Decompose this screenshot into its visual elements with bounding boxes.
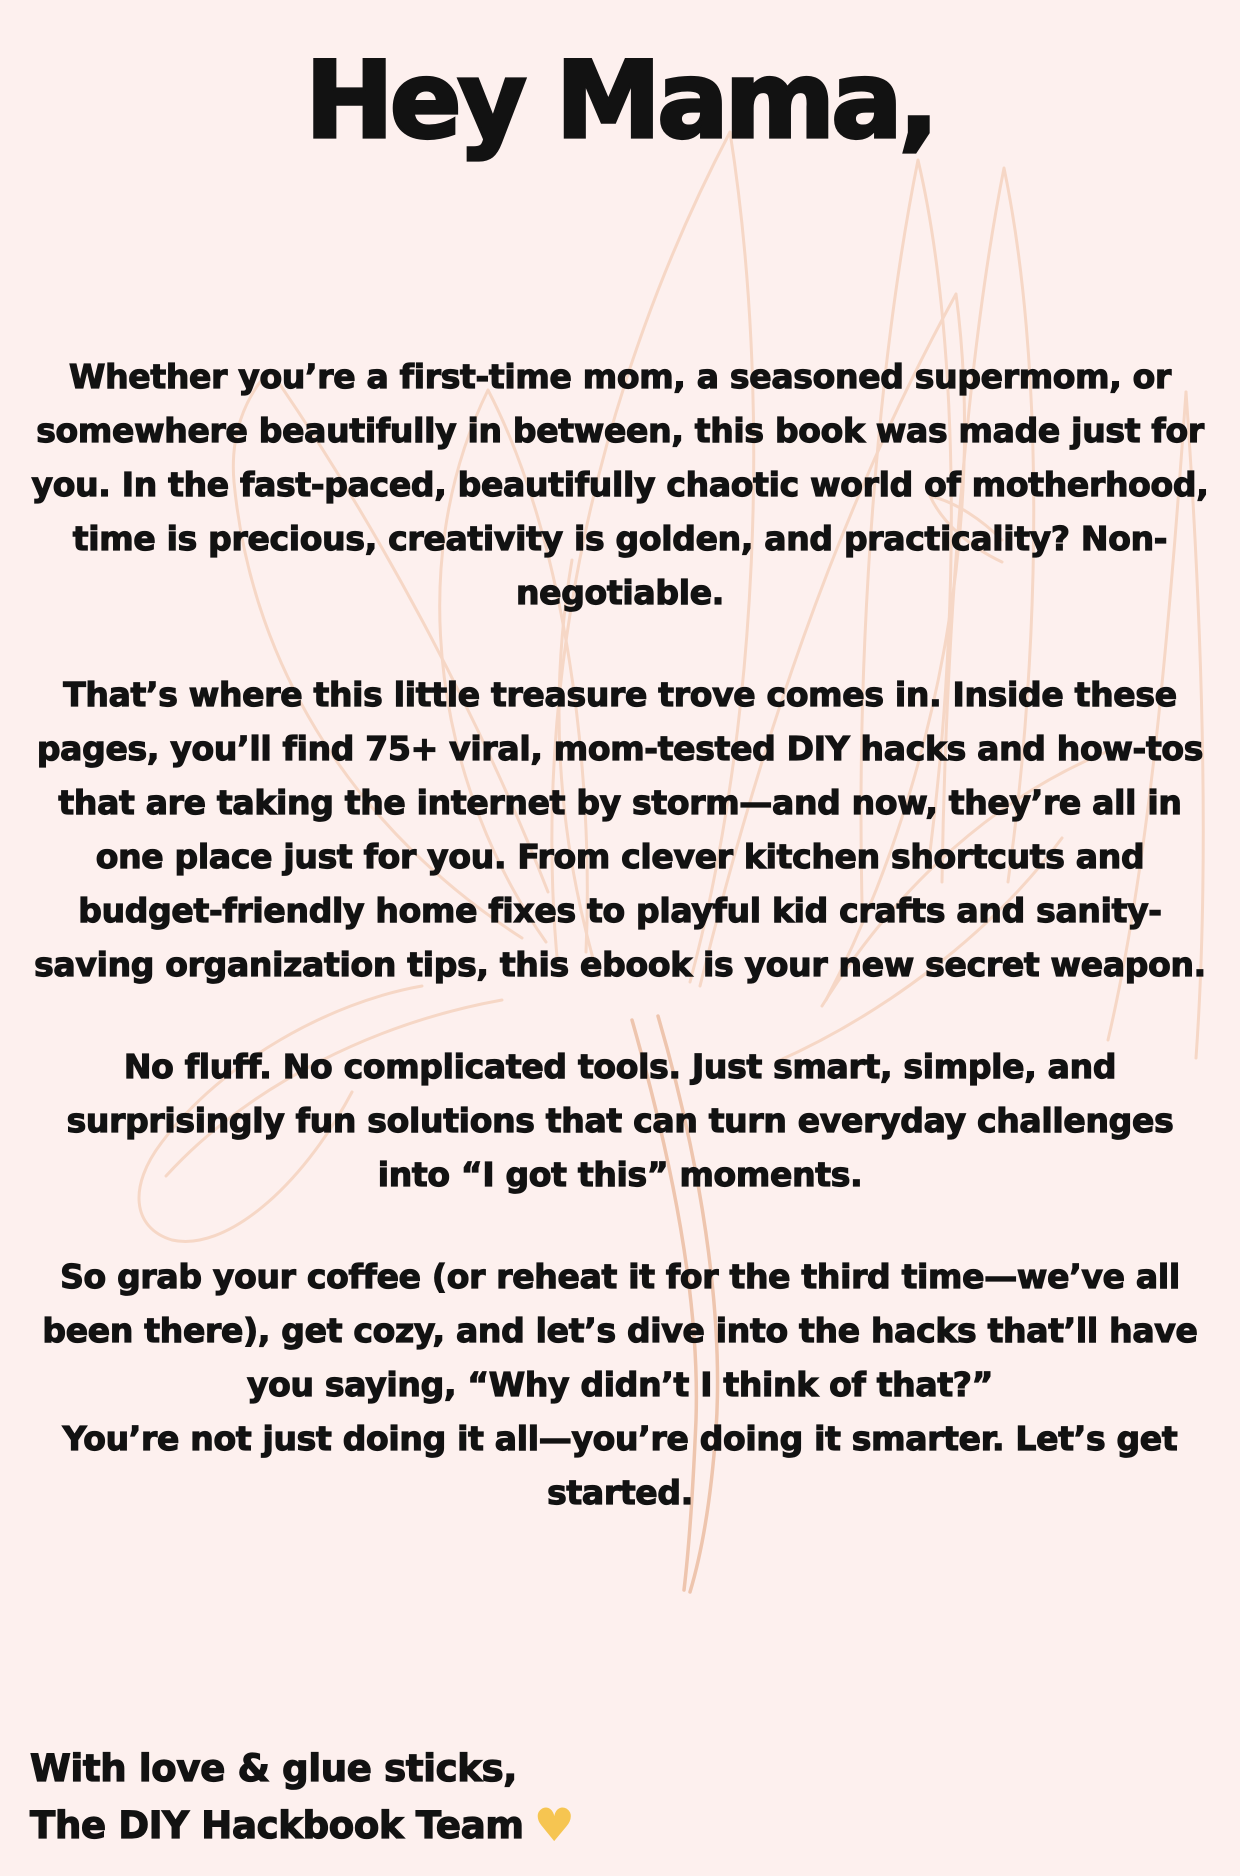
signature-line-1: With love & glue sticks, [30, 1747, 518, 1790]
closing-sentence-2: You’re not just doing it all—you’re doing it smarter. Let’s get started. [62, 1419, 1178, 1512]
paragraph-closing [30, 1250, 1210, 1520]
signature-team-name: The DIY Hackbook Team [30, 1804, 524, 1847]
letter-body [30, 350, 1210, 1568]
signature-block [30, 1740, 575, 1854]
signature-line-2 [30, 1797, 575, 1854]
paragraph-intro: Whether you’re a first-time mom, a seasoned supermom, or somewhere beautifully in between, this book was made just for you. In the fast-paced, beautifully chaotic world of motherhood, time is precious, creativity is golden, and practicality? Non-negotiable. [31, 357, 1209, 612]
paragraph-no-fluff: No fluff. No complicated tools. Just smart, simple, and surprisingly fun solutions that can turn everyday challenges into “I got this” moments. [66, 1047, 1174, 1194]
paragraph-treasure-trove: That’s where this little treasure trove comes in. Inside these pages, you’ll find 75+ viral, mom-tested DIY hacks and how-tos that are taking the internet by storm—and now, they’re all in one place just for you. From clever kitchen shortcuts and budget-friendly home fixes to playful kid crafts and sanity-saving organization tips, this ebook is your new secret weapon. [34, 675, 1206, 984]
closing-sentence-1: So grab your coffee (or reheat it for the third time—we’ve all been there), get cozy, and let’s dive into the hacks that’ll have you saying, “Why didn’t I think of that?” [42, 1257, 1198, 1404]
page-title: Hey Mama, [305, 39, 935, 162]
yellow-heart-icon: ♥ [533, 1798, 575, 1852]
